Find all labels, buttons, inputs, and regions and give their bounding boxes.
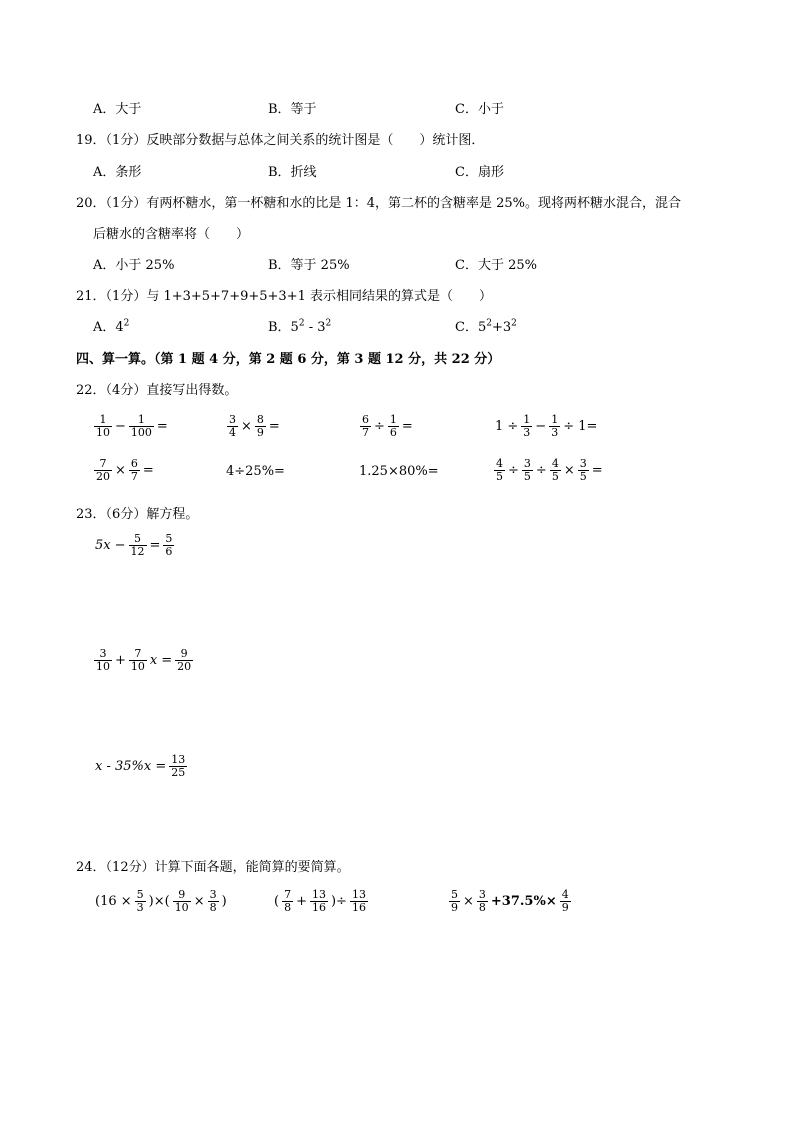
q20-option-b: B．等于 25% <box>268 258 350 273</box>
q23-equation-2: $\frac{3}{10}$ + $\frac{7}{10}$ x = $\frac{9}{20}$ <box>96 647 192 673</box>
q22-expr-3: $\frac{6}{7}$ ÷ $\frac{1}{6}$ = <box>362 413 413 439</box>
q24-calc-3: $\frac{5}{9}$ × $\frac{3}{8}$ +37.5%× $\frac{4}{9}$ <box>451 888 569 914</box>
q23-stem: 23．（6分）解方程。 <box>76 507 199 522</box>
q22-expr-5: $\frac{7}{20}$ × $\frac{6}{7}$ = <box>96 457 154 483</box>
q22-stem: 22．（4分）直接写出得数。 <box>76 383 238 398</box>
q21-option-c: C．$5^2+3^2$ <box>455 318 517 335</box>
q24-stem: 24．（12分）计算下面各题，能简算的要简算。 <box>76 860 350 875</box>
q18-option-a: A．大于 <box>93 102 142 117</box>
q22-expr-1: $\frac{1}{10}$ − $\frac{1}{100}$ = <box>96 413 168 439</box>
q20-option-a: A．小于 25% <box>93 258 175 273</box>
q22-expr-8: $\frac{4}{5}$ ÷ $\frac{3}{5}$ ÷ $\frac{4}{5}$ × $\frac{3}{5}$ = <box>496 457 603 483</box>
q24-calc-1: (16 × $\frac{5}{3}$ )×( $\frac{9}{10}$ × $\frac{3}{8}$ ) <box>95 888 227 914</box>
q19-option-b: B．折线 <box>268 165 317 180</box>
q20-stem-line2: 后糖水的含糖率将（ ） <box>93 227 250 242</box>
q19-option-a: A．条形 <box>93 165 142 180</box>
section-four-title: 四、算一算。（第 1 题 4 分，第 2 题 6 分，第 3 题 12 分，共 22 分） <box>76 352 501 367</box>
q19-option-c: C．扇形 <box>455 165 504 180</box>
q21-stem: 21．（1分）与 1+3+5+7+9+5+3+1 表示相同结果的算式是（ ） <box>76 289 492 304</box>
q18-option-c: C．小于 <box>455 102 504 117</box>
q22-expr-7: 1.25×80%= <box>359 464 439 479</box>
q20-option-c: C．大于 25% <box>455 258 537 273</box>
q19-stem: 19．（1分）反映部分数据与总体之间关系的统计图是（ ）统计图． <box>76 133 485 148</box>
q18-option-b: B．等于 <box>268 102 317 117</box>
q22-expr-6: 4÷25%= <box>226 464 285 479</box>
q21-option-a: A．$4^2$ <box>93 318 130 335</box>
q23-equation-3: x - 35%x = $\frac{13}{25}$ <box>95 753 186 779</box>
q22-expr-2: $\frac{3}{4}$ × $\frac{8}{9}$ = <box>229 413 280 439</box>
q23-equation-1: 5x − $\frac{5}{12}$ = $\frac{5}{6}$ <box>95 532 173 558</box>
q21-option-b: B．$5^2 - 3^2$ <box>268 318 332 335</box>
q20-stem-line1: 20．（1分）有两杯糖水，第一杯糖和水的比是 1：4，第二杯的含糖率是 25%。现将两杯糖水混合，混合 <box>76 196 682 211</box>
q22-expr-4: 1 ÷ $\frac{1}{3}$ − $\frac{1}{3}$ ÷ 1= <box>495 413 598 439</box>
q24-calc-2: ( $\frac{7}{8}$ + $\frac{13}{16}$ )÷ $\frac{13}{16}$ <box>274 888 366 914</box>
